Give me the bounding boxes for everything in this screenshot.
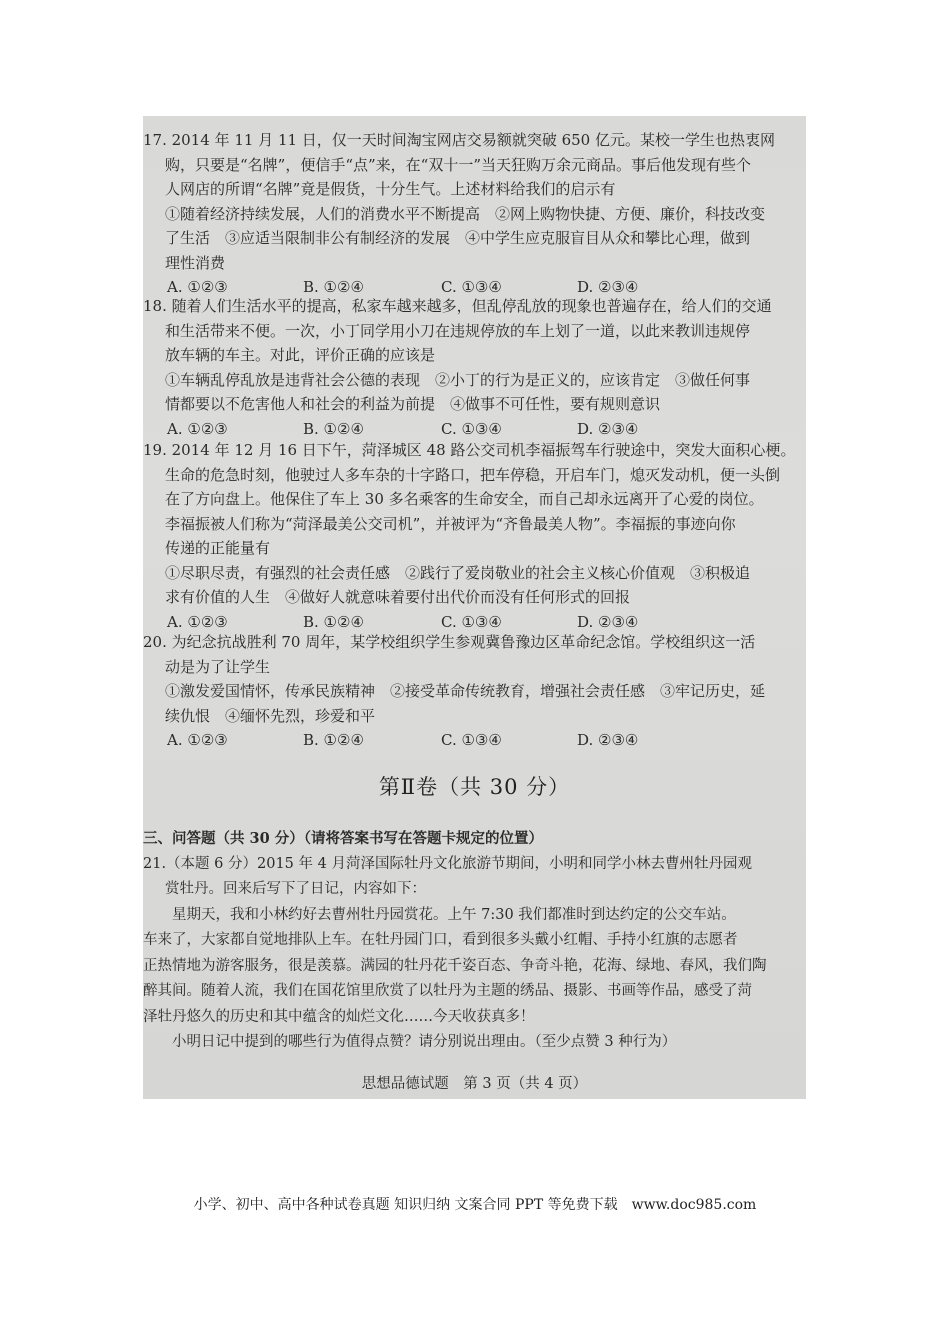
q21-question: 小明日记中提到的哪些行为值得点赞？请分别说出理由。（至少点赞 3 种行为） bbox=[143, 1034, 677, 1050]
q20-line: 动是为了让学生 bbox=[165, 657, 271, 676]
q20-line: ①激发爱国情怀，传承民族精神 ②接受革命传统教育，增强社会责任感 ③牢记历史，延 bbox=[165, 682, 766, 700]
q18-line: 情都要以不危害他人和社会的利益为前提 ④做事不可任性，要有规则意识 bbox=[165, 395, 661, 413]
q17-line: 理性消费 bbox=[165, 253, 226, 272]
q17-line: 17. 2014 年 11 月 11 日，仅一天时间淘宝网店交易额就突破 650 亿元。某校一学生也热衷网 bbox=[143, 131, 775, 149]
q19-line: 求有价值的人生 ④做好人就意味着要付出代价而没有任何形式的回报 bbox=[165, 588, 631, 606]
option-b: B. ①②④ bbox=[303, 612, 364, 631]
question-19 bbox=[143, 438, 806, 634]
option-c: C. ①③④ bbox=[441, 731, 502, 749]
q19-line: 在了方向盘上。他保住了车上 30 多名乘客的生命安全，而自己却永远离开了心爱的岗位。 bbox=[165, 490, 764, 508]
q18-line: 18. 随着人们生活水平的提高，私家车越来越多，但乱停乱放的现象也普遍存在，给人们的交通 bbox=[143, 297, 772, 315]
diary-line: 正热情地为游客服务，很是羡慕。满园的牡丹花千姿百态、争奇斗艳，花海、绿地、春风，我们陶 bbox=[143, 957, 767, 974]
q17-line: 购，只要是“名牌”，便信手“点”来，在“双十一”当天狂购万余元商品。事后他发现有些个 bbox=[165, 155, 752, 174]
option-a: A. ①②③ bbox=[167, 612, 228, 631]
section-3 bbox=[143, 826, 806, 1056]
q21-line: 赏牡丹。回来后写下了日记，内容如下： bbox=[165, 881, 426, 897]
q20-options bbox=[143, 728, 806, 752]
part-2-title: 第Ⅱ卷（共 30 分） bbox=[378, 775, 571, 799]
q21-line: 21.（本题 6 分）2015 年 4 月菏泽国际牡丹文化旅游节期间，小明和同学小林去曹州牡丹园观 bbox=[143, 855, 752, 872]
option-b: B. ①②④ bbox=[303, 731, 364, 749]
download-promo-text: 小学、初中、高中各种试卷真题 知识归纳 文案合同 PPT 等免费下载 www.doc985.com bbox=[193, 1197, 757, 1213]
diary-line: 车来了，大家都自觉地排队上车。在牡丹园门口，看到很多头戴小红帽、手持小红旗的志愿者 bbox=[143, 932, 738, 948]
option-c: C. ①③④ bbox=[441, 278, 502, 296]
q19-line: 生命的危急时刻，他驶过人多车杂的十字路口，把车停稳，开启车门，熄灭发动机，便一头倒 bbox=[165, 465, 781, 484]
q20-line: 20. 为纪念抗战胜利 70 周年，某学校组织学生参观冀鲁豫边区革命纪念馆。学校组织这一活 bbox=[143, 633, 756, 651]
option-b: B. ①②④ bbox=[303, 419, 364, 438]
q19-line: 传递的正能量有 bbox=[165, 539, 271, 557]
question-17 bbox=[143, 128, 806, 299]
q17-line: 人网店的所谓“名牌”竟是假货，十分生气。上述材料给我们的启示有 bbox=[165, 180, 616, 198]
option-d: D. ②③④ bbox=[577, 731, 639, 749]
q17-line: ①随着经济持续发展，人们的消费水平不断提高 ②网上购物快捷、方便、廉价，科技改变 bbox=[165, 204, 766, 223]
option-d: D. ②③④ bbox=[577, 278, 639, 296]
q18-line: 放车辆的车主。对此，评价正确的应该是 bbox=[165, 346, 436, 364]
option-a: A. ①②③ bbox=[167, 419, 228, 438]
q19-line: 19. 2014 年 12 月 16 日下午，菏泽城区 48 路公交司机李福振驾车行驶途中，突发大面积心梗。 bbox=[143, 441, 796, 459]
q17-line: 了生活 ③应适当限制非公有制经济的发展 ④中学生应克服盲目从众和攀比心理，做到 bbox=[165, 229, 751, 247]
q19-line: ①尽职尽责，有强烈的社会责任感 ②践行了爱岗敬业的社会主义核心价值观 ③积极追 bbox=[165, 563, 751, 582]
question-18 bbox=[143, 294, 806, 441]
scanned-exam-page bbox=[143, 116, 806, 1099]
diary-line: 泽牡丹悠久的历史和其中蕴含的灿烂文化……今天收获真多！ bbox=[143, 1008, 535, 1025]
option-a: A. ①②③ bbox=[167, 731, 228, 749]
q18-line: ①车辆乱停乱放是违背社会公德的表现 ②小丁的行为是正义的，应该肯定 ③做任何事 bbox=[165, 370, 751, 389]
q18-options bbox=[143, 417, 806, 441]
exam-page-footer: 思想品德试题 第 3 页（共 4 页） bbox=[361, 1076, 588, 1092]
option-a: A. ①②③ bbox=[167, 278, 228, 296]
question-20 bbox=[143, 630, 806, 752]
diary-line: 星期天，我和小林约好去曹州牡丹园赏花。上午 7:30 我们都准时到达约定的公交车站。 bbox=[143, 906, 736, 923]
q18-line: 和生活带来不便。一次，小丁同学用小刀在违规停放的车上划了一道，以此来教训违规停 bbox=[165, 321, 751, 340]
option-d: D. ②③④ bbox=[577, 419, 639, 438]
q19-line: 李福振被人们称为“菏泽最美公交司机”，并被评为“齐鲁最美人物”。李福振的事迹向你 bbox=[165, 514, 736, 533]
option-d: D. ②③④ bbox=[577, 612, 639, 631]
section-3-heading: 三、问答题（共 30 分）（请将答案书写在答题卡规定的位置） bbox=[143, 830, 544, 847]
q20-line: 续仇恨 ④缅怀先烈，珍爱和平 bbox=[165, 706, 376, 725]
option-c: C. ①③④ bbox=[441, 612, 502, 631]
diary-line: 醉其间。随着人流，我们在国花馆里欣赏了以牡丹为主题的绣品、摄影、书画等作品，感受了菏 bbox=[143, 983, 752, 999]
option-b: B. ①②④ bbox=[303, 278, 364, 296]
option-c: C. ①③④ bbox=[441, 419, 502, 438]
